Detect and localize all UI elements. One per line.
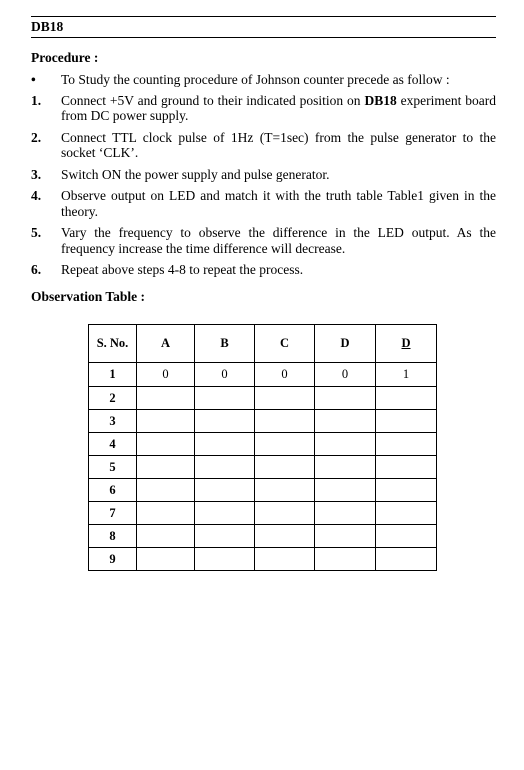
procedure-step-3: [31, 167, 496, 183]
observation-table: [88, 324, 437, 571]
header-d-complement-label: D: [401, 336, 411, 350]
cell: [255, 410, 315, 433]
table-row: [89, 548, 437, 571]
cell: [315, 502, 376, 525]
step-number: 5.: [31, 225, 42, 240]
step-text: [61, 93, 496, 124]
cell-sno: 5: [89, 456, 137, 479]
table-body: [89, 363, 437, 571]
cell: [315, 548, 376, 571]
cell: [376, 456, 437, 479]
cell: [195, 410, 255, 433]
step-text-part: Connect +5V and ground to their indicated position on: [61, 92, 365, 108]
procedure-steps: [31, 72, 496, 278]
cell: [376, 410, 437, 433]
cell: [137, 525, 195, 548]
header-b: B: [195, 325, 255, 363]
cell: [376, 433, 437, 456]
procedure-step-5: [31, 225, 496, 256]
cell: [315, 456, 376, 479]
cell: [376, 479, 437, 502]
cell: [195, 525, 255, 548]
cell: [255, 387, 315, 410]
procedure-title: Procedure :: [31, 50, 99, 65]
cell: [195, 502, 255, 525]
cell: [315, 433, 376, 456]
procedure-step-2: [31, 130, 496, 161]
cell: [376, 387, 437, 410]
cell-sno: 1: [89, 363, 137, 387]
table-row: [89, 502, 437, 525]
cell: [376, 502, 437, 525]
cell: [195, 548, 255, 571]
step-number: 4.: [31, 188, 42, 203]
table-row: [89, 456, 437, 479]
cell: [137, 410, 195, 433]
cell: [376, 548, 437, 571]
cell: [195, 387, 255, 410]
cell: 0: [137, 363, 195, 387]
procedure-step-1: [31, 93, 496, 124]
observation-title: Observation Table :: [31, 289, 146, 304]
step-text: Connect TTL clock pulse of 1Hz (T=1sec) from the pulse generator to the socket ‘CLK’.: [61, 129, 496, 160]
cell-sno: 8: [89, 525, 137, 548]
bullet-marker: •: [31, 72, 36, 87]
table-row: [89, 387, 437, 410]
cell: [195, 479, 255, 502]
table-row: [89, 363, 437, 387]
step-number: 2.: [31, 129, 42, 145]
cell: [315, 525, 376, 548]
cell: [255, 433, 315, 456]
step-text: Repeat above steps 4-8 to repeat the process.: [61, 262, 304, 277]
cell-sno: 2: [89, 387, 137, 410]
procedure-intro: [31, 72, 496, 88]
table-header-row: [89, 325, 437, 363]
cell-sno: 4: [89, 433, 137, 456]
header-c: C: [255, 325, 315, 363]
table-row: [89, 525, 437, 548]
cell-sno: 7: [89, 502, 137, 525]
cell: [315, 479, 376, 502]
header-a: A: [137, 325, 195, 363]
cell: [137, 387, 195, 410]
cell: [255, 479, 315, 502]
cell: [255, 548, 315, 571]
cell: [255, 525, 315, 548]
experiment-code: DB18: [31, 19, 64, 34]
procedure-intro-text: To Study the counting procedure of Johnson counter precede as follow :: [61, 72, 450, 87]
cell: [137, 548, 195, 571]
cell-sno: 6: [89, 479, 137, 502]
header-d: D: [315, 325, 376, 363]
step-text: Switch ON the power supply and pulse generator.: [61, 166, 330, 182]
step-number: 6.: [31, 262, 42, 277]
cell: 0: [255, 363, 315, 387]
header-d-complement: [376, 325, 437, 363]
board-name: DB18: [364, 92, 397, 108]
header-sno: S. No.: [89, 325, 137, 363]
cell: [255, 502, 315, 525]
cell-sno: 3: [89, 410, 137, 433]
cell: [137, 479, 195, 502]
table-row: [89, 479, 437, 502]
cell: [137, 502, 195, 525]
step-text: Observe output on LED and match it with the truth table Table1 given in the theory.: [61, 188, 496, 219]
step-text: Vary the frequency to observe the difference in the LED output. As the frequency increase the time difference will decrease.: [61, 225, 496, 256]
cell: 0: [195, 363, 255, 387]
cell: [195, 433, 255, 456]
step-text-part: experiment board from DC power supply.: [61, 92, 496, 123]
table-row: [89, 433, 437, 456]
cell: [137, 456, 195, 479]
step-number: 1.: [31, 92, 42, 108]
cell: 1: [376, 363, 437, 387]
cell: 0: [315, 363, 376, 387]
cell-sno: 9: [89, 548, 137, 571]
page-header: [31, 16, 496, 38]
table-row: [89, 410, 437, 433]
step-number: 3.: [31, 166, 42, 182]
cell: [195, 456, 255, 479]
procedure-step-6: [31, 262, 496, 278]
cell: [315, 410, 376, 433]
cell: [255, 456, 315, 479]
procedure-step-4: [31, 188, 496, 219]
cell: [376, 525, 437, 548]
cell: [315, 387, 376, 410]
cell: [137, 433, 195, 456]
